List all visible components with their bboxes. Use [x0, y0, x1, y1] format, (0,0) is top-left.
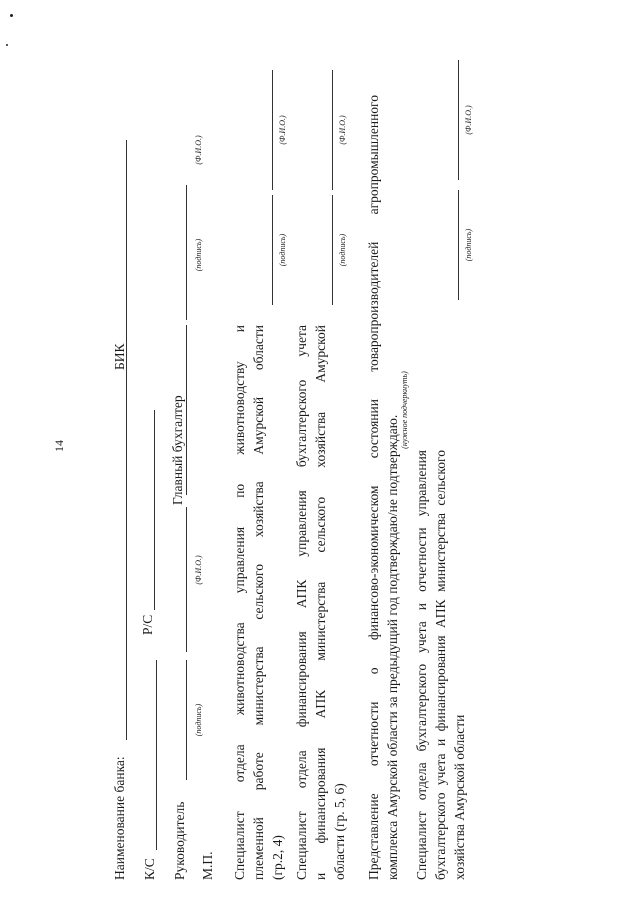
- signature-caption: (подпись): [194, 703, 203, 737]
- ks-line: [156, 660, 157, 850]
- rotated-form-page: [60, 20, 490, 880]
- text-line: области (гр. 5, 6): [332, 783, 347, 880]
- specialist-financing-text: [292, 325, 349, 880]
- report-statement-text: [364, 95, 402, 880]
- chief-accountant-name-line: [186, 185, 187, 320]
- text-line: бухгалтерского учета и финансирования АПК министерства сельского: [433, 450, 448, 880]
- signature-caption: (подпись): [338, 233, 347, 267]
- head-signature-line: [186, 660, 187, 780]
- name-caption: (Ф.И.О.): [278, 115, 287, 145]
- name-caption: (Ф.И.О.): [464, 105, 473, 135]
- head-name-line: [186, 507, 187, 652]
- final-specialist-name-line: [458, 60, 459, 180]
- underline-note: (нужное подчеркнуть): [400, 371, 409, 449]
- text-line: Представление отчетности о финансово-экономическом состоянии товаропроизводителей агропромышленного: [366, 95, 381, 880]
- text-line: и финансирования АПК министерства сельского хозяйства Амурской: [313, 325, 328, 880]
- name-caption: (Ф.И.О.): [194, 555, 203, 585]
- specialist-financing-name-line: [332, 70, 333, 190]
- specialist-livestock-name-line: [272, 70, 273, 190]
- signature-caption: (подпись): [194, 238, 203, 272]
- page-number: 14: [52, 440, 66, 452]
- text-line: Специалист отдела животноводства управления по животноводству и: [232, 325, 247, 880]
- specialist-financing-signature-line: [332, 195, 333, 305]
- specialist-livestock-signature-line: [272, 195, 273, 305]
- final-specialist-text: [412, 450, 469, 880]
- chief-accountant-label: Главный бухгалтер: [170, 395, 185, 505]
- text-line: Специалист отдела финансирования АПК управления бухгалтерского учета: [294, 325, 309, 880]
- text-line: (гр.2, 4): [270, 835, 285, 880]
- scan-speck: [10, 14, 13, 17]
- scan-speck: [6, 44, 8, 46]
- text-line: комплекса Амурской области за предыдущий год подтверждаю/не подтверждаю.: [385, 414, 400, 880]
- rs-label: Р/С: [140, 614, 155, 635]
- signature-caption: (подпись): [464, 228, 473, 262]
- name-caption: (Ф.И.О.): [194, 135, 203, 165]
- final-specialist-signature-line: [458, 190, 459, 300]
- text-line: Специалист отдела бухгалтерского учета и отчетности управления: [414, 450, 429, 880]
- text-line: племенной работе министерства сельского хозяйства Амурской области: [251, 325, 266, 880]
- signature-caption: (подпись): [278, 233, 287, 267]
- chief-accountant-signature-line: [186, 325, 187, 495]
- bik-label: БИК: [112, 343, 127, 370]
- rs-line: [154, 410, 155, 610]
- specialist-livestock-text: [230, 325, 287, 880]
- stamp-label: М.П.: [200, 851, 215, 880]
- name-caption: (Ф.И.О.): [338, 115, 347, 145]
- head-label: Руководитель: [172, 801, 187, 880]
- bik-line: [126, 140, 127, 335]
- ks-label: К/С: [142, 858, 157, 880]
- text-line: хозяйства Амурской области: [452, 714, 467, 880]
- bank-name-label: Наименование банка:: [112, 756, 127, 880]
